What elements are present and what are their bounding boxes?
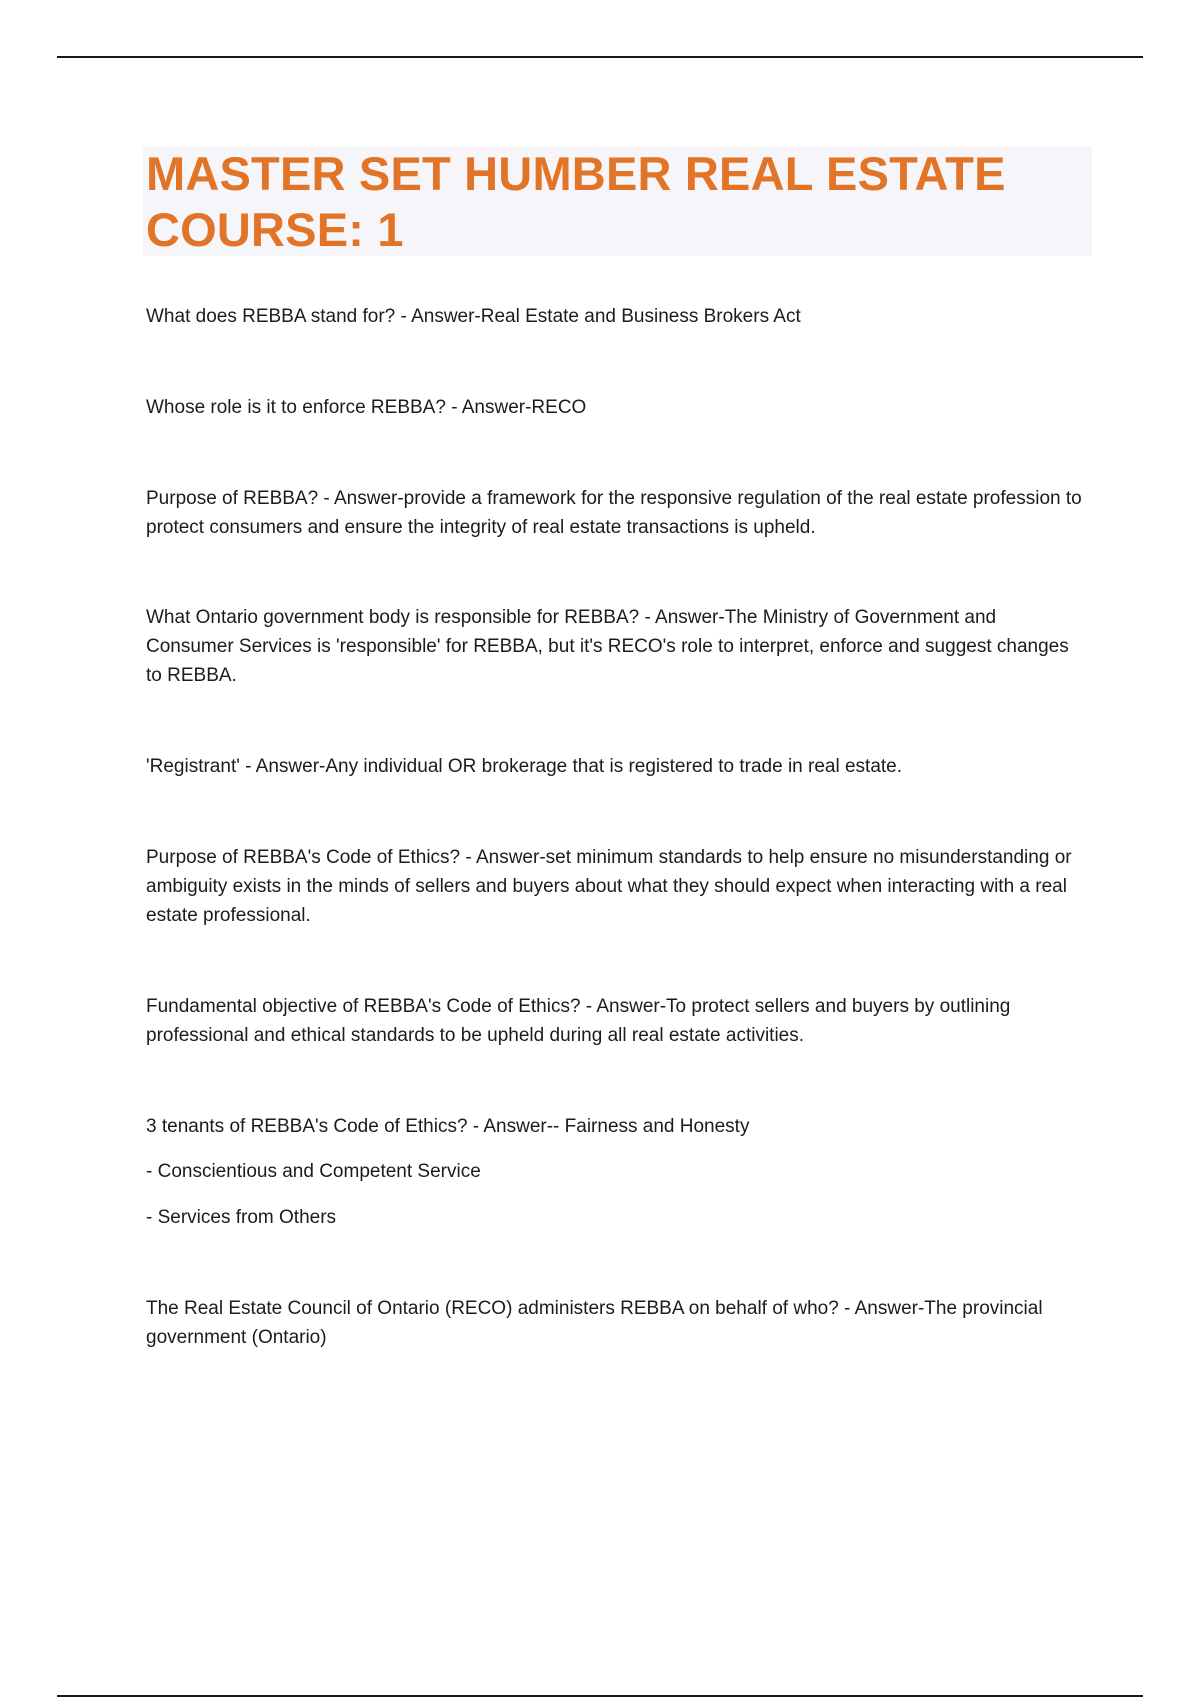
document-title: MASTER SET HUMBER REAL ESTATE COURSE: 1	[146, 147, 1006, 256]
qa-item: Purpose of REBBA? - Answer-provide a framework for the responsive regulation of the real estate profession to protect consumers and ensure the integrity of real estate transactions is upheld.	[146, 488, 1082, 538]
qa-item: What does REBBA stand for? - Answer-Real Estate and Business Brokers Act	[146, 306, 801, 327]
qa-item: Fundamental objective of REBBA's Code of Ethics? - Answer-To protect sellers and buyers by outlining professional and ethical standards to be upheld during all real estate activities.	[146, 996, 1011, 1046]
qa-item: The Real Estate Council of Ontario (RECO) administers REBBA on behalf of who? - Answer-The provincial government (Ontario)	[146, 1298, 1043, 1348]
header-rule	[57, 56, 1143, 58]
qa-item: What Ontario government body is responsible for REBBA? - Answer-The Ministry of Government and Consumer Services is 'responsible' for REBBA, but it's RECO's role to interpret, enforce and suggest changes to REBBA.	[146, 607, 1069, 686]
footer-rule	[57, 1695, 1143, 1697]
qa-item: Whose role is it to enforce REBBA? - Answer-RECO	[146, 397, 587, 418]
qa-list-continuation: - Services from Others	[146, 1207, 337, 1228]
qa-item: Purpose of REBBA's Code of Ethics? - Answer-set minimum standards to help ensure no misunderstanding or ambiguity exists in the minds of sellers and buyers about what they should expect when interacting with a real estate professional.	[146, 847, 1072, 926]
qa-item: 'Registrant' - Answer-Any individual OR brokerage that is registered to trade in real estate.	[146, 756, 903, 777]
qa-item: 3 tenants of REBBA's Code of Ethics? - Answer-- Fairness and Honesty	[146, 1116, 750, 1137]
qa-list-continuation: - Conscientious and Competent Service	[146, 1161, 481, 1182]
